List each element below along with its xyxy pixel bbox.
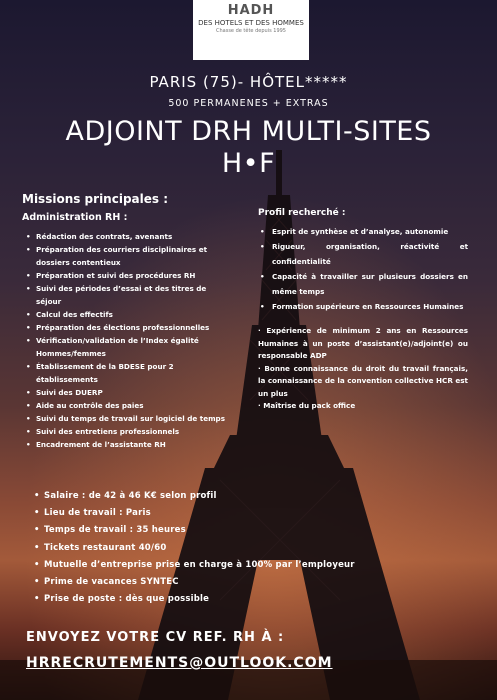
- logo-tagline: Chasse de tête depuis 1995: [215, 28, 286, 34]
- job-location: PARIS (75)- HÔTEL*****: [149, 73, 348, 91]
- job-title-line1: ADJOINT DRH MULTI-SITES: [65, 116, 432, 147]
- condition-item: • Mutuelle d’entreprise prise en charge à 100% par l’employeur: [34, 557, 454, 574]
- mission-item: • Rédaction des contrats, avenants: [26, 230, 226, 243]
- condition-item: • Lieu de travail : Paris: [34, 505, 454, 522]
- profile-extra: [258, 325, 468, 413]
- condition-item: • Prise de poste : dès que possible: [34, 591, 454, 608]
- logo-name: DES HOTELS ET DES HOMMES: [198, 19, 304, 27]
- mission-item: Hommes/femmes: [36, 349, 106, 358]
- contact-email-link[interactable]: HRRECRUTEMENTS@OUTLOOK.COM: [26, 655, 333, 671]
- mission-item: • Calcul des effectifs: [26, 308, 226, 321]
- mission-item: • Préparation des élections professionnelles: [26, 321, 226, 334]
- missions-subtitle: Administration RH :: [22, 212, 128, 223]
- profile-extra-item: · Expérience de minimum 2 ans en Ressources Humaines à un poste d’assistant(e)/adjoint(e) ou responsable ADP: [258, 326, 468, 360]
- profile-item: • Capacité à travailler sur plusieurs dossiers en même temps: [258, 269, 468, 299]
- condition-item: • Prime de vacances SYNTEC: [34, 574, 454, 591]
- missions-title: Missions principales :: [22, 192, 169, 206]
- condition-item: • Salaire : de 42 à 46 K€ selon profil: [34, 488, 454, 505]
- profile-title: Profil recherché :: [258, 208, 346, 218]
- job-title: [0, 116, 497, 180]
- staff-count: 500 PERMANENES + EXTRAS: [168, 98, 329, 109]
- mission-item: • Suivi des périodes d’essai et des titres de: [26, 282, 226, 295]
- profile-item: • Rigueur, organisation, réactivité et confidentialité: [258, 239, 468, 269]
- conditions-list: [34, 488, 454, 608]
- mission-item: séjour: [36, 297, 62, 306]
- logo-mark: HADH: [227, 3, 275, 18]
- condition-item: • Temps de travail : 35 heures: [34, 522, 454, 539]
- profile-item: • Formation supérieure en Ressources Humaines: [258, 299, 468, 314]
- mission-item: • Suivi des DUERP: [26, 386, 226, 399]
- mission-item: établissements: [36, 375, 98, 384]
- condition-item: • Tickets restaurant 40/60: [34, 540, 454, 557]
- mission-item: • Vérification/validation de l’Index égalité: [26, 334, 226, 347]
- mission-item: • Encadrement de l’assistante RH: [26, 438, 226, 451]
- profile-extra-item: · Bonne connaissance du droit du travail français, la connaissance de la convention collective HCR est un plus: [258, 363, 468, 398]
- company-logo: [193, 0, 309, 60]
- cta-instruction: ENVOYEZ VOTRE CV REF. RH À :: [26, 630, 285, 645]
- mission-item: dossiers contentieux: [36, 258, 121, 267]
- mission-item: • Préparation des courriers disciplinaires et: [26, 243, 226, 256]
- mission-item: • Préparation et suivi des procédures RH: [26, 269, 226, 282]
- profile-item: • Esprit de synthèse et d’analyse, autonomie: [258, 224, 468, 239]
- mission-item: • Établissement de la BDESE pour 2: [26, 360, 226, 373]
- profile-list: [258, 224, 468, 314]
- mission-item: • Suivi du temps de travail sur logiciel de temps: [26, 412, 226, 425]
- mission-item: • Aide au contrôle des paies: [26, 399, 226, 412]
- missions-list: [26, 230, 226, 451]
- job-title-line2: H•F: [221, 148, 276, 179]
- mission-item: • Suivi des entretiens professionnels: [26, 425, 226, 438]
- profile-extra-item: · Maîtrise du pack office: [258, 401, 356, 410]
